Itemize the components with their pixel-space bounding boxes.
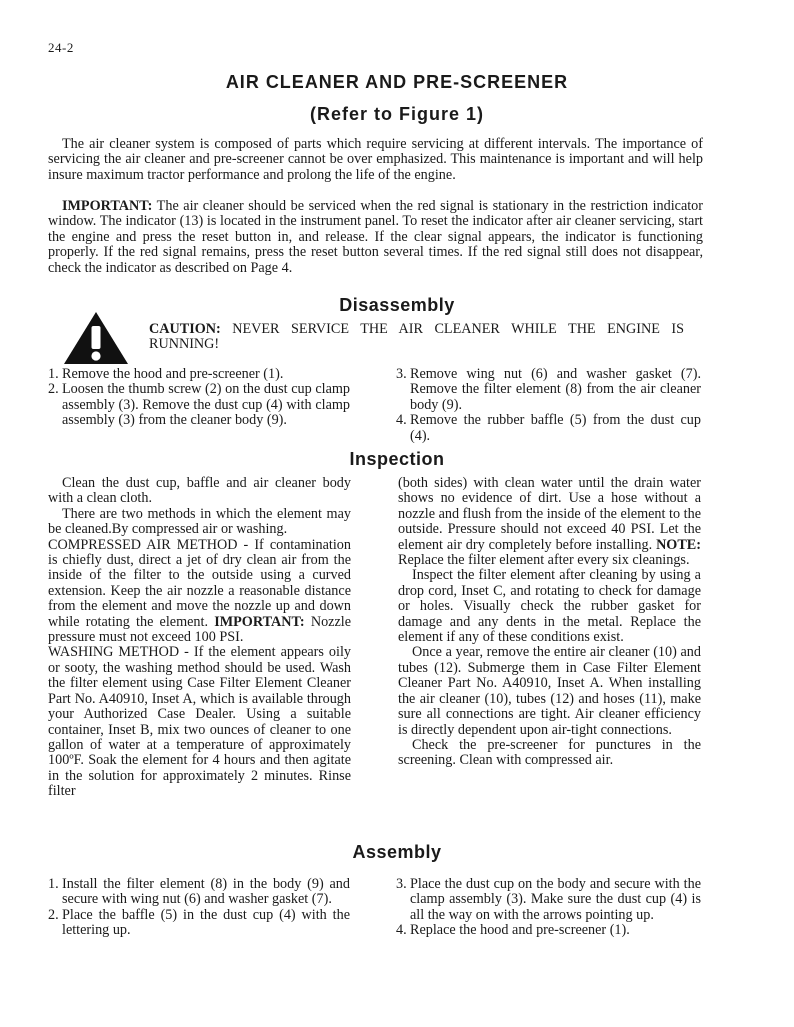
important-label: IMPORTANT: [62,198,153,214]
disassembly-heading: Disassembly [339,295,455,315]
intro-paragraph-2-text: The air cleaner should be serviced when the red signal is stationary in the restriction indicator window. The indicator (13) is located in the instrument panel. To reset the indicator after air cleaner servicing, start the engine and press the reset button in, and release. If the clear signal appears, the indicator is functioning properly. If the red signal remains, press the reset button several times. If the red signal still does not disappear, check the indicator as described on Page 4. [48,198,703,276]
inspection-right-p2: Inspect the filter element after cleaning by using a drop cord, Inset C, and rotating to check for damage or holes. Visually check the rubber gasket for damage and any dents in the metal. Replace the element if any of these conditions exist. [398,567,701,646]
assembly-step-4: 4. Replace the hood and pre-screener (1). [396,922,630,939]
disassembly-step-3: 3. Remove wing nut (6) and washer gasket (7). Remove the filter element (8) from the air cleaner body (9). [396,366,701,413]
washing-method: WASHING METHOD - If the element appears oily or sooty, the washing method should be used. Wash the filter element using Case Filter Element Cleaner Part No. A40910, Inset A, which is available through your Authorized Case Dealer. Using a suitable container, Inset B, mix two ounces of cleaner to one gallon of water at a temperature of approximately 100ºF. Soak the element for 4 hours and then agitate in the solution for approximately 2 minutes. Rinse filter [48,644,351,800]
page-subtitle: (Refer to Figure 1) [309,104,484,124]
assembly-step-2: 2. Place the baffle (5) in the dust cup (4) with the lettering up. [48,906,350,939]
caution-message: NEVER SERVICE THE AIR CLEANER WHILE THE ENGINE IS RUNNING! [149,321,684,353]
inspection-right-p4: Check the pre-screener for punctures in the screening. Clean with compressed air. [398,736,701,769]
caution-warning-icon [62,310,130,366]
disassembly-right-column [396,367,701,444]
inspection-heading: Inspection [349,449,445,469]
disassembly-step-2: 2. Loosen the thumb screw (2) on the dust cup clamp assembly (3). Remove the dust cup (4) with clamp assembly (3) from the cleaner body (9). [48,381,350,429]
page-number: 24-2 [48,40,74,55]
caution-notice [149,322,684,353]
assembly-right-column [396,877,701,939]
inspection-right-p1: (both sides) with clean water until the drain water shows no evidence of dirt. Use a hose without a nozzle and flush from the inside of the element to the outside. Pressure should not exceed 40 PSI. Let the element air dry completely before installing. NOTE: Replace the filter element after every six cleanings. [398,475,701,569]
disassembly-step-4: 4. Remove the rubber baffle (5) from the dust cup (4). [396,412,701,444]
assembly-step-1: 1. Install the filter element (8) in the body (9) and secure with wing nut (6) and washer gasket (7). [48,876,350,908]
important-label-2: IMPORTANT: [214,613,305,630]
compressed-air-method: COMPRESSED AIR METHOD - If contamination is chiefly dust, direct a jet of dry clean air from the inside of the filter to the outside using a curved extension. Keep the air nozzle a reasonable distance from the element and move the nozzle up and down while rotating the element. IMPORTANT: Nozzle pressure must not exceed 100 PSI. [48,536,351,646]
assembly-left-column [48,877,350,939]
disassembly-left-column [48,367,350,429]
assembly-heading: Assembly [352,842,442,862]
inspection-right-p3: Once a year, remove the entire air cleaner (10) and tubes (12). Submerge them in Case Filter Element Cleaner Part No. A40910, Inset A. When installing the air cleaner (10), tubes (12) and hoses (11), make sure all connections are tight. Air cleaner efficiency is directly dependent upon air-tight connections. [398,644,701,738]
page-title: AIR CLEANER AND PRE-SCREENER [225,72,569,92]
intro-paragraph-1: The air cleaner system is composed of parts which require servicing at different intervals. The importance of servicing the air cleaner and pre-screener cannot be over emphasized. This maintenance is important and will help insure maximum tractor performance and prolong the life of the engine. [48,136,703,183]
note-label: NOTE: [656,536,701,553]
inspection-right-column [398,476,701,769]
caution-label: CAUTION: [149,321,221,337]
assembly-step-3: 3. Place the dust cup on the body and secure with the clamp assembly (3). Make sure the dust cup (4) is all the way on with the arrows pointing up. [396,876,701,923]
inspection-left-p1: Clean the dust cup, baffle and air cleaner body with a clean cloth. [48,475,351,507]
intro-paragraph-2 [48,199,703,276]
disassembly-step-1: 1. Remove the hood and pre-screener (1). [48,366,284,382]
inspection-left-p2: There are two methods in which the element may be cleaned.By compressed air or washing. [48,505,351,538]
inspection-left-column [48,476,351,800]
